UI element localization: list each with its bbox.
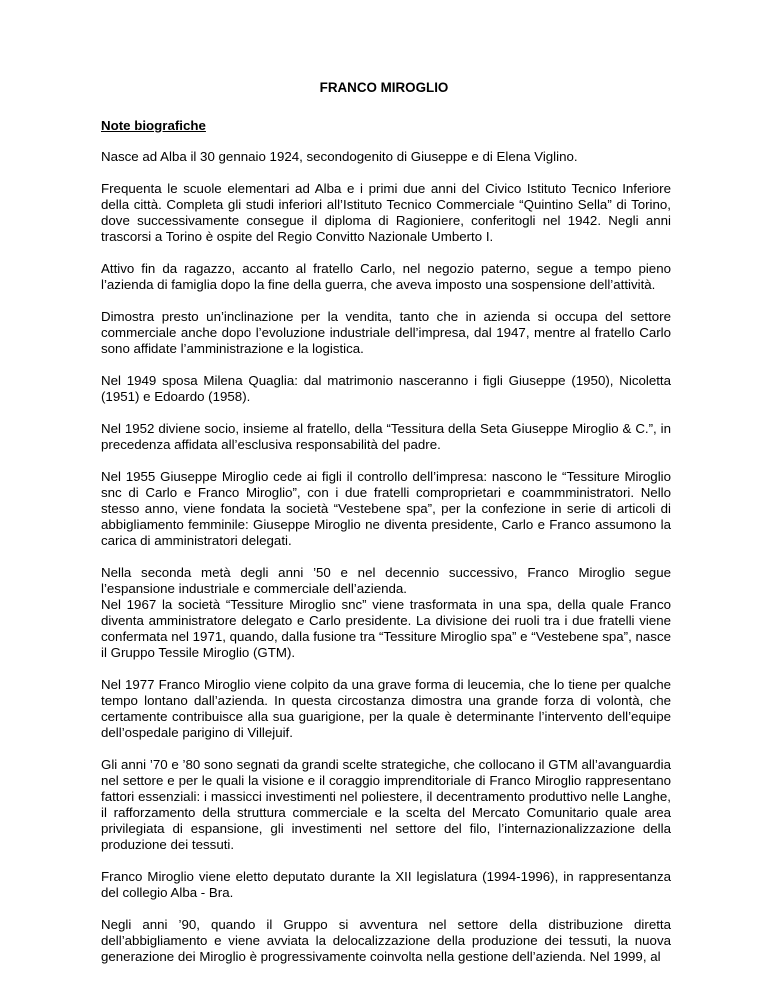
paragraph-70s-80s: Gli anni ’70 e ’80 sono segnati da grandi scelte strategiche, che collocano il GTM all’avanguardia nel settore e per le quali la visione e il coraggio imprenditoriale di Franco Miroglio rappresentano fattori essenziali: i massicci investimenti nel poliestere, il decentramento produttivo nelle Langhe, il rafforzamento della struttura commerciale e la scelta del Mercato Comunitario quale area privilegiata di espansione, gli investimenti nel settore del filo, l’internazionalizzazione della produzione dei tessuti. [101, 757, 671, 852]
paragraph-1977: Nel 1977 Franco Miroglio viene colpito da una grave forma di leucemia, che lo tiene per qualche tempo lontano dall’azienda. In questa circostanza dimostra una grande forza di volontà, che certamente contribuisce alla sua guarigione, per la quale è determinante l’intervento dell’equipe dell’ospedale parigino di Villejuif. [101, 677, 671, 740]
paragraph-birth: Nasce ad Alba il 30 gennaio 1924, secondogenito di Giuseppe e di Elena Viglino. [101, 149, 578, 164]
paragraph-marriage: Nel 1949 sposa Milena Quaglia: dal matrimonio nasceranno i figli Giuseppe (1950), Nicoletta (1951) e Edoardo (1958). [101, 373, 671, 404]
page-title: FRANCO MIROGLIO [319, 80, 449, 95]
paragraph-1955: Nel 1955 Giuseppe Miroglio cede ai figli il controllo dell’impresa: nascono le “Tessiture Miroglio snc di Carlo e Franco Miroglio”, con i due fratelli comproprietari e coammministratori. Nello stesso anno, viene fondata la società “Vestebene spa”, per la confezione in serie di articoli di abbigliamento femminile: Giuseppe Miroglio ne diventa presidente, Carlo e Franco assumono la carica di amministratori delegati. [101, 469, 671, 548]
paragraph-expansion: Nella seconda metà degli anni ’50 e nel decennio successivo, Franco Miroglio segue l’espansione industriale e commerciale dell’azienda. [101, 565, 671, 596]
section-heading: Note biografiche [101, 118, 206, 133]
paragraph-sales: Dimostra presto un’inclinazione per la vendita, tanto che in azienda si occupa del settore commerciale anche dopo l’evoluzione industriale dell’impresa, dal 1947, mentre al fratello Carlo sono affidate l’amministrazione e la logistica. [101, 309, 671, 356]
document-body [101, 118, 671, 965]
paragraph-deputy: Franco Miroglio viene eletto deputato durante la XII legislatura (1994-1996), in rappresentanza del collegio Alba - Bra. [101, 869, 671, 900]
paragraph-1967: Nel 1967 la società “Tessiture Miroglio snc” viene trasformata in una spa, della quale Franco diventa amministratore delegato e Carlo presidente. La divisione dei ruoli tra i due fratelli viene confermata nel 1971, quando, dalla fusione tra “Tessiture Miroglio spa” e “Vestebene spa”, nasce il Gruppo Tessile Miroglio (GTM). [101, 597, 671, 660]
paragraph-1952: Nel 1952 diviene socio, insieme al fratello, della “Tessitura della Seta Giuseppe Miroglio & C.”, in precedenza affidata all’esclusiva responsabilità del padre. [101, 421, 671, 452]
paragraph-family-business: Attivo fin da ragazzo, accanto al fratello Carlo, nel negozio paterno, segue a tempo pieno l’azienda di famiglia dopo la fine della guerra, che aveva imposto una sospensione dell’attività. [101, 261, 671, 292]
paragraph-90s: Negli anni ’90, quando il Gruppo si avventura nel settore della distribuzione diretta dell’abbigliamento e viene avviata la delocalizzazione della produzione dei tessuti, la nuova generazione dei Miroglio è progressivamente coinvolta nella gestione dell’azienda. Nel 1999, al [101, 917, 671, 964]
paragraph-education: Frequenta le scuole elementari ad Alba e i primi due anni del Civico Istituto Tecnico Inferiore della città. Completa gli studi inferiori all’Istituto Tecnico Commerciale “Quintino Sella” di Torino, dove successivamente consegue il diploma di Ragioniere, conferitogli nel 1942. Negli anni trascorsi a Torino è ospite del Regio Convitto Nazionale Umberto I. [101, 181, 671, 244]
